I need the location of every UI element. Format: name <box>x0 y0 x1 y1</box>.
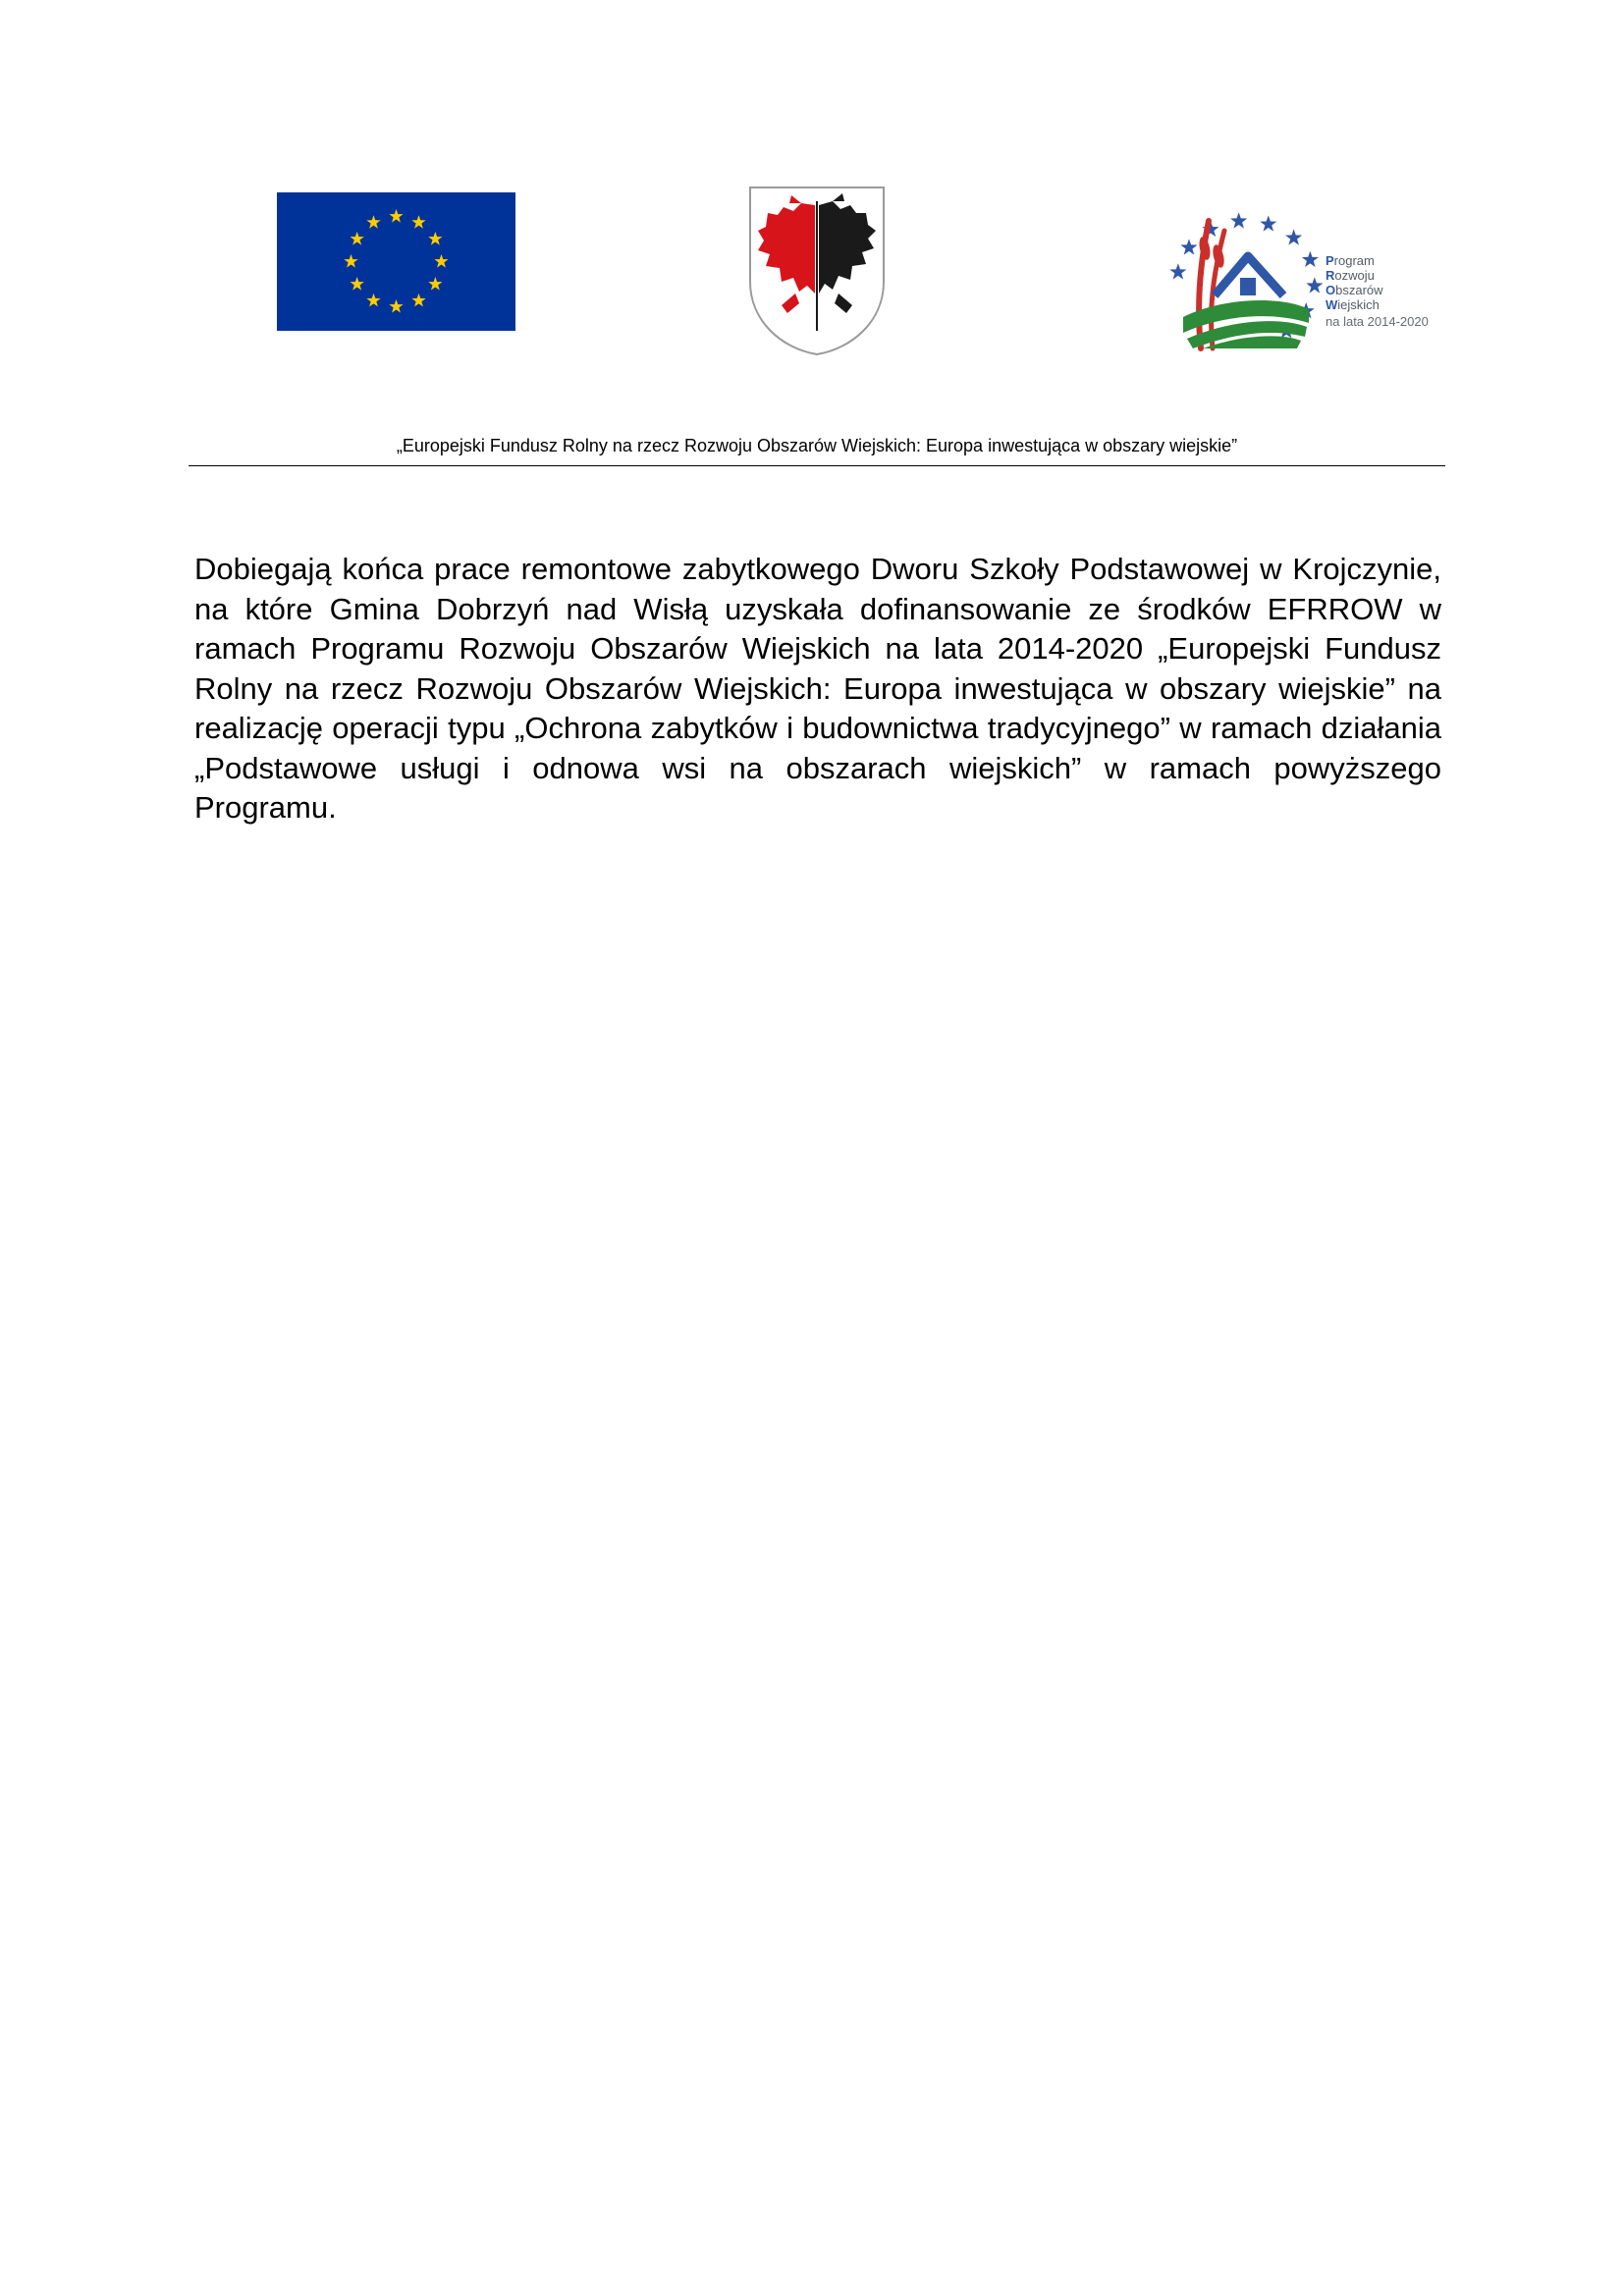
prow-line-program: Program <box>1326 253 1375 268</box>
prow-star-icon <box>1180 239 1197 254</box>
header-caption: „Europejski Fundusz Rolny na rzecz Rozwoju Obszarów Wiejskich: Europa inwestująca w obszary wiejskie” <box>396 436 1238 455</box>
prow-line-rozwoju: Rozwoju <box>1326 268 1375 283</box>
prow-years: na lata 2014-2020 <box>1326 314 1429 329</box>
eu-flag-logo <box>277 192 515 331</box>
prow-star-icon <box>1285 229 1302 244</box>
kujawsko-pomorskie-crest-logo <box>744 184 890 358</box>
prow-logo-text <box>1326 253 1429 329</box>
prow-star-icon <box>1169 263 1186 279</box>
prow-star-icon <box>1260 215 1276 231</box>
header-divider <box>189 465 1445 466</box>
prow-line-obszarow: Obszarów <box>1326 283 1383 297</box>
prow-line-wiejskich: Wiejskich <box>1326 297 1380 312</box>
prow-star-icon <box>1230 212 1247 228</box>
prow-star-icon <box>1306 277 1323 293</box>
body-paragraph: Dobiegają końca prace remontowe zabytkowego Dworu Szkoły Podstawowej w Krojczynie, na które Gmina Dobrzyń nad Wisłą uzyskała dofinansowanie ze środków EFRROW w ramach Programu Rozwoju Obszarów Wiejskich na lata 2014-2020 „Europejski Fundusz Rolny na rzecz Rozwoju Obszarów Wiejskich: Europa inwestująca w obszary wiejskie” na realizację operacji typu „Ochrona zabytków i budownictwa tradycyjnego” w ramach działania „Podstawowe usługi i odnowa wsi na obszarach wiejskich” w ramach powyższego Programu. <box>194 552 1441 825</box>
prow-star-icon <box>1302 251 1319 267</box>
